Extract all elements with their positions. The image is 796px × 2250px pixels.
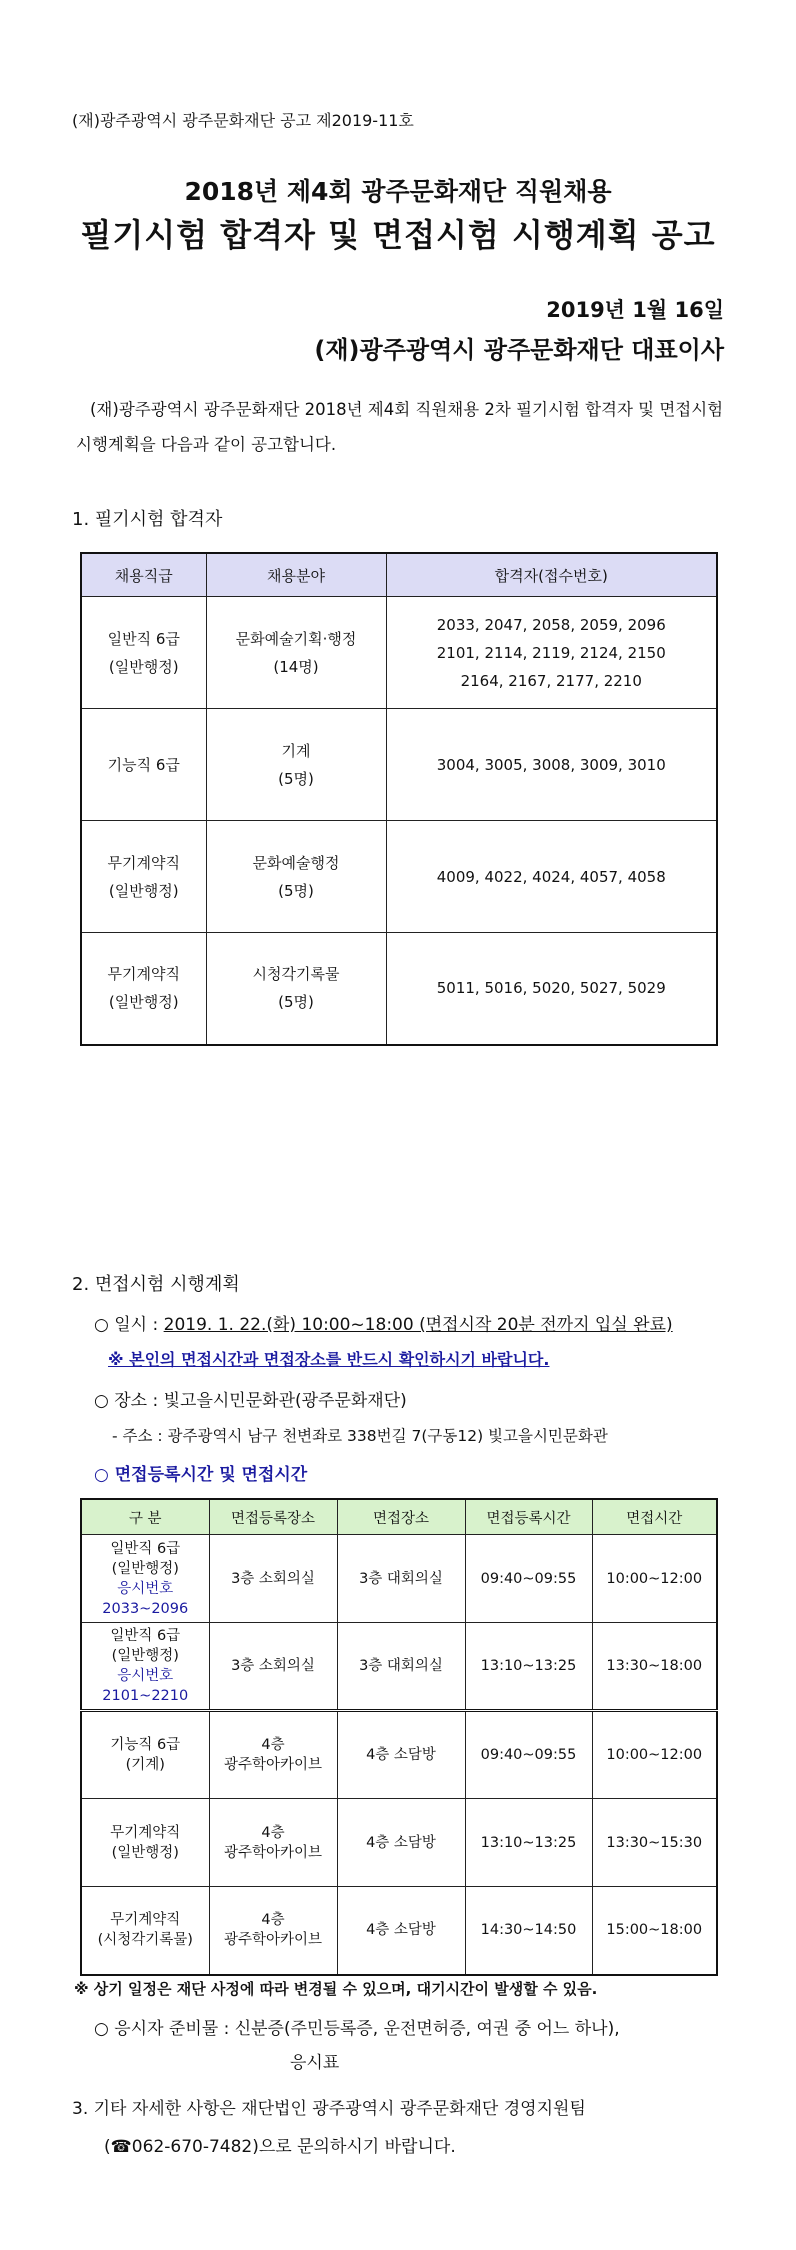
table-row — [81, 1887, 717, 1975]
section-3-other-inquiries — [72, 2090, 732, 2166]
title-line-2: 필기시험 합격자 및 면접시험 시행계획 공고 — [80, 216, 716, 254]
table-row — [81, 821, 717, 933]
issuer: (재)광주광역시 광주문화재단 대표이사 — [314, 336, 724, 364]
intro-paragraph: (재)광주광역시 광주문화재단 2018년 제4회 직원채용 2차 필기시험 합격자 및 면접시험 시행계획을 다음과 같이 공고합니다. — [76, 400, 724, 454]
field-cell: 시청각기록물 (5명) — [206, 933, 386, 1045]
section-3-line-2: (☎062-670-7482)으로 문의하시기 바랍니다. — [104, 2137, 456, 2157]
notice-number: (재)광주광역시 광주문화재단 공고 제2019-11호 — [72, 111, 414, 130]
division-cell: 일반직 6급 (일반행정) 응시번호 2033~2096 — [81, 1535, 209, 1623]
column-header: 면접시간 — [592, 1499, 717, 1535]
field-cell: 문화예술행정 (5명) — [206, 821, 386, 933]
preparations-line-1: ○ 응시자 준비물 : 신분증(주민등록증, 운전면허증, 여권 중 어느 하나), — [94, 2019, 620, 2039]
division-cell: 무기계약직 (일반행정) — [81, 1799, 209, 1887]
grade-cell: 무기계약직 (일반행정) — [81, 821, 206, 933]
column-header: 면접장소 — [337, 1499, 465, 1535]
interview-venue: ○ 장소 : 빛고을시민문화관(광주문화재단) — [94, 1391, 407, 1411]
table-row — [81, 709, 717, 821]
registration-time-cell: 14:30~14:50 — [465, 1887, 592, 1975]
grade-cell: 일반직 6급 (일반행정) — [81, 597, 206, 709]
registration-place-cell: 3층 소회의실 — [209, 1535, 337, 1623]
registration-time-cell: 13:10~13:25 — [465, 1799, 592, 1887]
applicant-preparations — [94, 2012, 620, 2080]
interview-time-cell: 15:00~18:00 — [592, 1887, 717, 1975]
section-2-heading: 2. 면접시험 시행계획 — [72, 1274, 240, 1295]
column-header: 면접등록장소 — [209, 1499, 337, 1535]
interview-room-cell: 4층 소담방 — [337, 1887, 465, 1975]
venue-address: - 주소 : 광주광역시 남구 천변좌로 338번길 7(구동12) 빛고을시민문화관 — [112, 1427, 608, 1445]
registration-place-cell: 3층 소회의실 — [209, 1623, 337, 1711]
passers-cell: 3004, 3005, 3008, 3009, 3010 — [386, 709, 717, 821]
field-cell: 기계 (5명) — [206, 709, 386, 821]
title-line-1: 2018년 제4회 광주문화재단 직원채용 — [184, 177, 612, 206]
registration-time-cell: 09:40~09:55 — [465, 1535, 592, 1623]
schedule-heading: ○ 면접등록시간 및 면접시간 — [94, 1465, 308, 1485]
interview-time-cell: 10:00~12:00 — [592, 1535, 717, 1623]
grade-cell: 기능직 6급 — [81, 709, 206, 821]
preparations-line-2: 응시표 — [290, 2053, 340, 2073]
table-row — [81, 1535, 717, 1623]
interview-room-cell: 3층 대회의실 — [337, 1535, 465, 1623]
grade-cell: 무기계약직 (일반행정) — [81, 933, 206, 1045]
table-header-row — [81, 1499, 717, 1535]
passers-cell: 2033, 2047, 2058, 2059, 2096 2101, 2114, 2119, 2124, 2150 2164, 2167, 2177, 2210 — [386, 597, 717, 709]
passers-cell: 5011, 5016, 5020, 5027, 5029 — [386, 933, 717, 1045]
interview-room-cell: 4층 소담방 — [337, 1711, 465, 1799]
table-row — [81, 1711, 717, 1799]
division-cell: 무기계약직 (시청각기록물) — [81, 1887, 209, 1975]
interview-schedule-table — [80, 1498, 718, 1976]
division-cell: 일반직 6급 (일반행정) 응시번호 2101~2210 — [81, 1623, 209, 1711]
field-cell: 문화예술기획·행정 (14명) — [206, 597, 386, 709]
table-row — [81, 1799, 717, 1887]
registration-time-cell: 13:10~13:25 — [465, 1623, 592, 1711]
table-row — [81, 1623, 717, 1711]
registration-place-cell: 4층 광주학아카이브 — [209, 1887, 337, 1975]
registration-place-cell: 4층 광주학아카이브 — [209, 1799, 337, 1887]
registration-place-cell: 4층 광주학아카이브 — [209, 1711, 337, 1799]
section-3-line-1: 3. 기타 자세한 사항은 재단법인 광주광역시 광주문화재단 경영지원팀 — [72, 2099, 586, 2119]
column-header: 구 분 — [81, 1499, 209, 1535]
section-1-heading: 1. 필기시험 합격자 — [72, 509, 223, 530]
column-header: 면접등록시간 — [465, 1499, 592, 1535]
interview-room-cell: 4층 소담방 — [337, 1799, 465, 1887]
column-header: 채용직급 — [81, 553, 206, 597]
passers-cell: 4009, 4022, 4024, 4057, 4058 — [386, 821, 717, 933]
table-row — [81, 597, 717, 709]
interview-datetime: ○ 일시 : 2019. 1. 22.(화) 10:00~18:00 (면접시작 20분 전까지 입실 완료) — [94, 1315, 673, 1335]
column-header: 합격자(접수번호) — [386, 553, 717, 597]
table-header-row — [81, 553, 717, 597]
interview-time-cell: 10:00~12:00 — [592, 1711, 717, 1799]
schedule-note: ※ 상기 일정은 재단 사정에 따라 변경될 수 있으며, 대기시간이 발생할 수 있음. — [74, 1980, 598, 1998]
interview-warning: ※ 본인의 면접시간과 면접장소를 반드시 확인하시기 바랍니다. — [108, 1350, 550, 1369]
interview-time-cell: 13:30~18:00 — [592, 1623, 717, 1711]
table-row — [81, 933, 717, 1045]
division-cell: 기능직 6급 (기계) — [81, 1711, 209, 1799]
written-exam-passers-table — [80, 552, 718, 1046]
interview-time-cell: 13:30~15:30 — [592, 1799, 717, 1887]
registration-time-cell: 09:40~09:55 — [465, 1711, 592, 1799]
interview-room-cell: 3층 대회의실 — [337, 1623, 465, 1711]
notice-date: 2019년 1월 16일 — [546, 298, 724, 322]
column-header: 채용분야 — [206, 553, 386, 597]
